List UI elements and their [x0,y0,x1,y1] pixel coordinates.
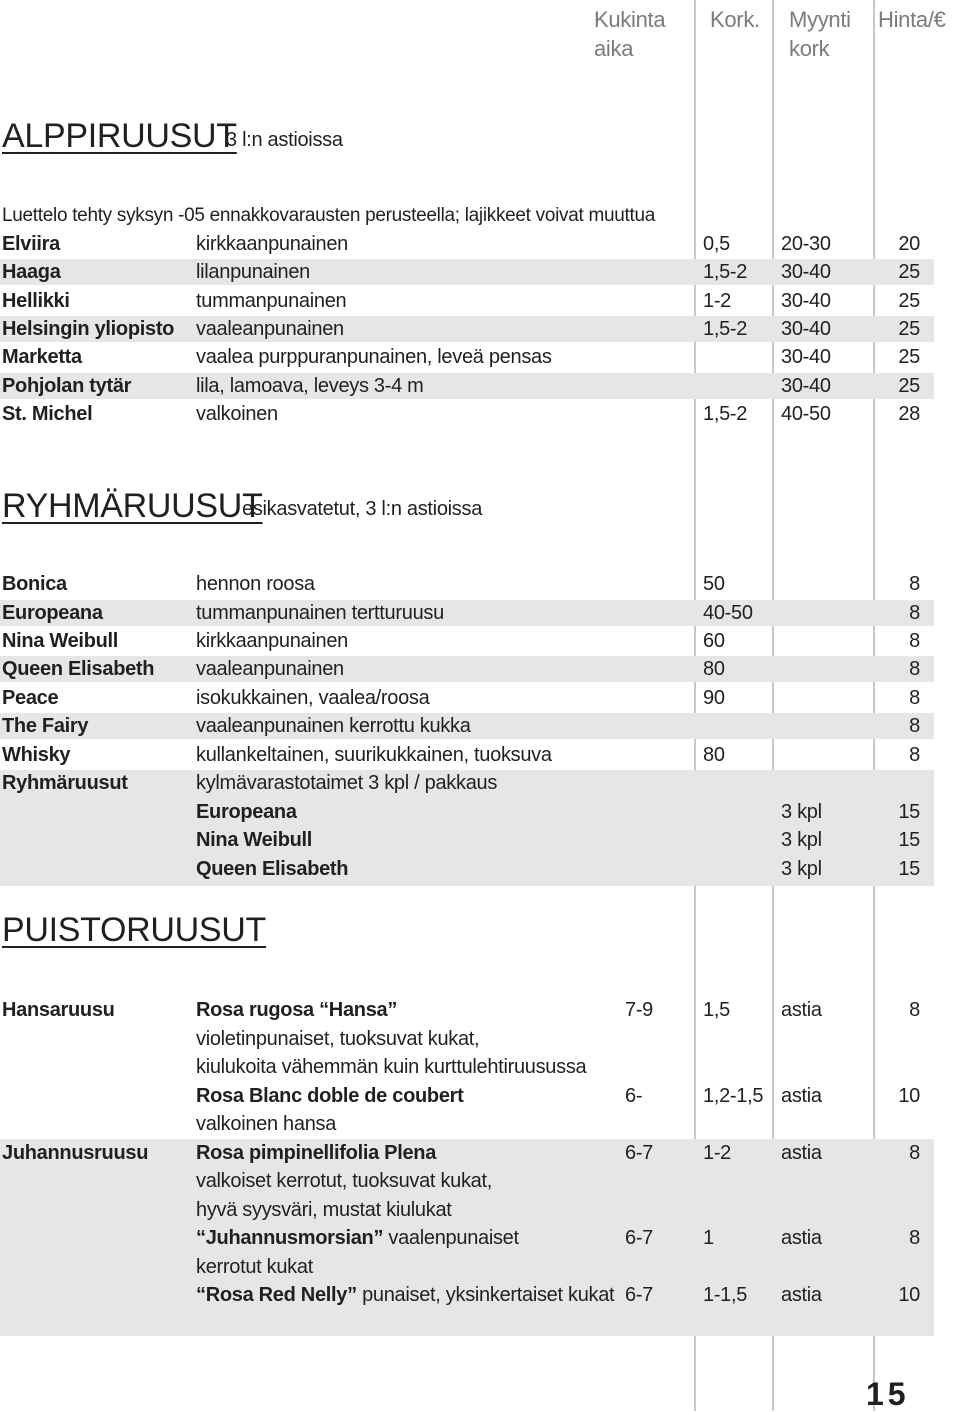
price: 8 [909,573,920,595]
variety-description: tummanpunainen tertturuusu [196,602,444,624]
variety-name: St. Michel [2,403,93,425]
species-name: Rosa pimpinellifolia Plena [196,1142,437,1164]
table-row [0,685,934,711]
table-row [0,1054,934,1080]
variety-name: Pohjolan tytär [2,375,132,397]
cultivar-description: punaiset, yksinkertaiset kukat [356,1284,615,1306]
pack-quantity: 3 kpl [781,858,822,880]
column-divider [694,0,696,70]
height: 80 [703,744,725,766]
height: 0,5 [703,233,730,255]
bloom-time: 6-7 [625,1142,654,1164]
height: 1,5 [703,999,730,1021]
table-row [0,997,934,1023]
height: 90 [703,687,725,709]
variety-description: vaalea purppuranpunainen, leveä pensas [196,346,552,368]
table-row [0,656,934,682]
variety-name: Helsingin yliopisto [2,318,175,340]
table-row [0,344,934,370]
height: 1,2-1,5 [703,1085,764,1107]
height: 50 [703,573,725,595]
section-subtitle-ryhmaruusut: esikasvatetut, 3 l:n astioissa [242,498,483,520]
catalog-note: Luettelo tehty syksyn -05 ennakkovarausten perusteella; lajikkeet voivat muuttua [2,205,655,226]
table-row [0,401,934,427]
pack-item-name: Queen Elisabeth [196,858,349,880]
table-row [0,373,934,399]
price: 25 [898,318,920,340]
height: 60 [703,630,725,652]
price: 8 [909,658,920,680]
price: 20 [898,233,920,255]
cultivar-description: vaalenpunaiset [383,1227,519,1249]
height: 1,5-2 [703,403,748,425]
sale-height: 40-50 [781,403,831,425]
table-row [0,1168,934,1194]
variety-description: vaaleanpunainen kerrottu kukka [196,715,471,737]
species-name: Rosa Blanc doble de coubert [196,1085,464,1107]
pack-quantity: 3 kpl [781,801,822,823]
table-row [0,1140,934,1166]
variety-description: valkoinen hansa [196,1113,337,1135]
price: 10 [898,1284,920,1306]
sale-height: 30-40 [781,375,831,397]
table-row [0,713,934,739]
height: 1 [703,1227,714,1249]
table-row [0,799,934,825]
price: 15 [898,858,920,880]
variety-description: hennon roosa [196,573,315,595]
price: 8 [909,1227,920,1249]
variety-description: violetinpunaiset, tuoksuvat kukat, [196,1028,480,1050]
variety-name: Nina Weibull [2,630,119,652]
variety-name: Elviira [2,233,60,255]
table-row [0,628,934,654]
species-latin: Rosa rugosa [196,999,320,1021]
variety-description: vaaleanpunainen [196,318,344,340]
section-title-ryhmaruusut: RYHMÄRUUSUT [2,487,263,525]
table-row [0,316,934,342]
height: 1,5-2 [703,261,748,283]
table-row [0,1225,934,1251]
variety-description: kullankeltainen, suurikukkainen, tuoksuva [196,744,552,766]
section-title-puistoruusut: PUISTORUUSUT [2,911,267,949]
bloom-time: 6-7 [625,1227,654,1249]
variety-name: Marketta [2,346,82,368]
variety-description: valkoinen [196,403,278,425]
variety-name: Queen Elisabeth [2,658,155,680]
price: 8 [909,630,920,652]
table-row [0,600,934,626]
table-row [0,1026,934,1052]
height: 1-2 [703,290,732,312]
price: 15 [898,801,920,823]
pack-item-name: Nina Weibull [196,829,313,851]
species-name [196,1226,519,1250]
sale-size: astia [781,1085,822,1107]
sale-size: astia [781,1284,822,1306]
variety-name: Hansaruusu [2,999,115,1021]
variety-name: Whisky [2,744,71,766]
variety-name: Haaga [2,261,61,283]
variety-description: tummanpunainen [196,290,347,312]
variety-name: Hellikki [2,290,70,312]
column-divider [873,0,875,70]
cultivar-name: “Rosa Red Nelly” [196,1284,357,1306]
pack-quantity: 3 kpl [781,829,822,851]
price: 25 [898,261,920,283]
variety-description: kylmävarastotaimet 3 kpl / pakkaus [196,772,498,794]
sale-height: 30-40 [781,290,831,312]
header-myynti: Myynti [789,7,851,32]
sale-size: astia [781,1142,822,1164]
variety-description: isokukkainen, vaalea/roosa [196,687,430,709]
price: 25 [898,290,920,312]
table-row [0,1282,934,1308]
section-subtitle-alppiruusut: 3 l:n astioissa [226,129,343,151]
height: 1,5-2 [703,318,748,340]
height: 80 [703,658,725,680]
price: 8 [909,999,920,1021]
table-row [0,571,934,597]
table-row [0,1083,934,1109]
variety-name: Peace [2,687,59,709]
header-hinta: Hinta/€ [878,7,946,32]
variety-name: Ryhmäruusut [2,772,128,794]
variety-description: lila, lamoava, leveys 3-4 m [196,375,424,397]
variety-name: The Fairy [2,715,89,737]
table-row [0,1111,934,1137]
sale-height: 30-40 [781,346,831,368]
table-row [0,231,934,257]
cultivar-name: “Hansa” [319,999,398,1021]
sale-size: astia [781,1227,822,1249]
table-row [0,1254,934,1280]
cultivar-name: “Juhannusmorsian” [196,1227,384,1249]
table-row [0,288,934,314]
price: 15 [898,829,920,851]
variety-description: kerrotut kukat [196,1256,313,1278]
price: 10 [898,1085,920,1107]
pack-item-name: Europeana [196,801,297,823]
table-row [0,742,934,768]
variety-description: kiulukoita vähemmän kuin kurttulehtiruusussa [196,1056,587,1078]
sale-height: 30-40 [781,261,831,283]
price: 8 [909,602,920,624]
table-row [0,827,934,853]
price: 8 [909,687,920,709]
height: 40-50 [703,602,753,624]
height: 1-2 [703,1142,732,1164]
variety-name: Juhannusruusu [2,1142,149,1164]
header-kukinta-aika: aika [594,36,634,61]
header-myynti-kork: kork [789,36,830,61]
table-row [0,259,934,285]
table-row [0,770,934,796]
bloom-time: 6-7 [625,1284,654,1306]
variety-description: kirkkaanpunainen [196,630,348,652]
price: 8 [909,1142,920,1164]
variety-description: lilanpunainen [196,261,310,283]
variety-name: Bonica [2,573,67,595]
price: 25 [898,375,920,397]
bloom-time: 6- [625,1085,643,1107]
price: 8 [909,744,920,766]
variety-description: valkoiset kerrotut, tuoksuvat kukat, [196,1170,493,1192]
height: 1-1,5 [703,1284,748,1306]
page-number: 15 [866,1376,910,1412]
sale-size: astia [781,999,822,1021]
species-name [196,998,397,1022]
header-kukinta: Kukinta [594,7,666,32]
bloom-time: 7-9 [625,999,654,1021]
sale-height: 20-30 [781,233,831,255]
price: 28 [898,403,920,425]
variety-description: kirkkaanpunainen [196,233,348,255]
column-divider [772,0,774,70]
price: 25 [898,346,920,368]
price: 8 [909,715,920,737]
variety-description: vaaleanpunainen [196,658,344,680]
sale-height: 30-40 [781,318,831,340]
species-name [196,1283,614,1307]
section-title-alppiruusut: ALPPIRUUSUT [2,117,237,155]
variety-name: Europeana [2,602,103,624]
table-row [0,856,934,882]
variety-description: hyvä syysväri, mustat kiulukat [196,1199,452,1221]
header-kork: Kork. [710,7,760,32]
table-row [0,1197,934,1223]
